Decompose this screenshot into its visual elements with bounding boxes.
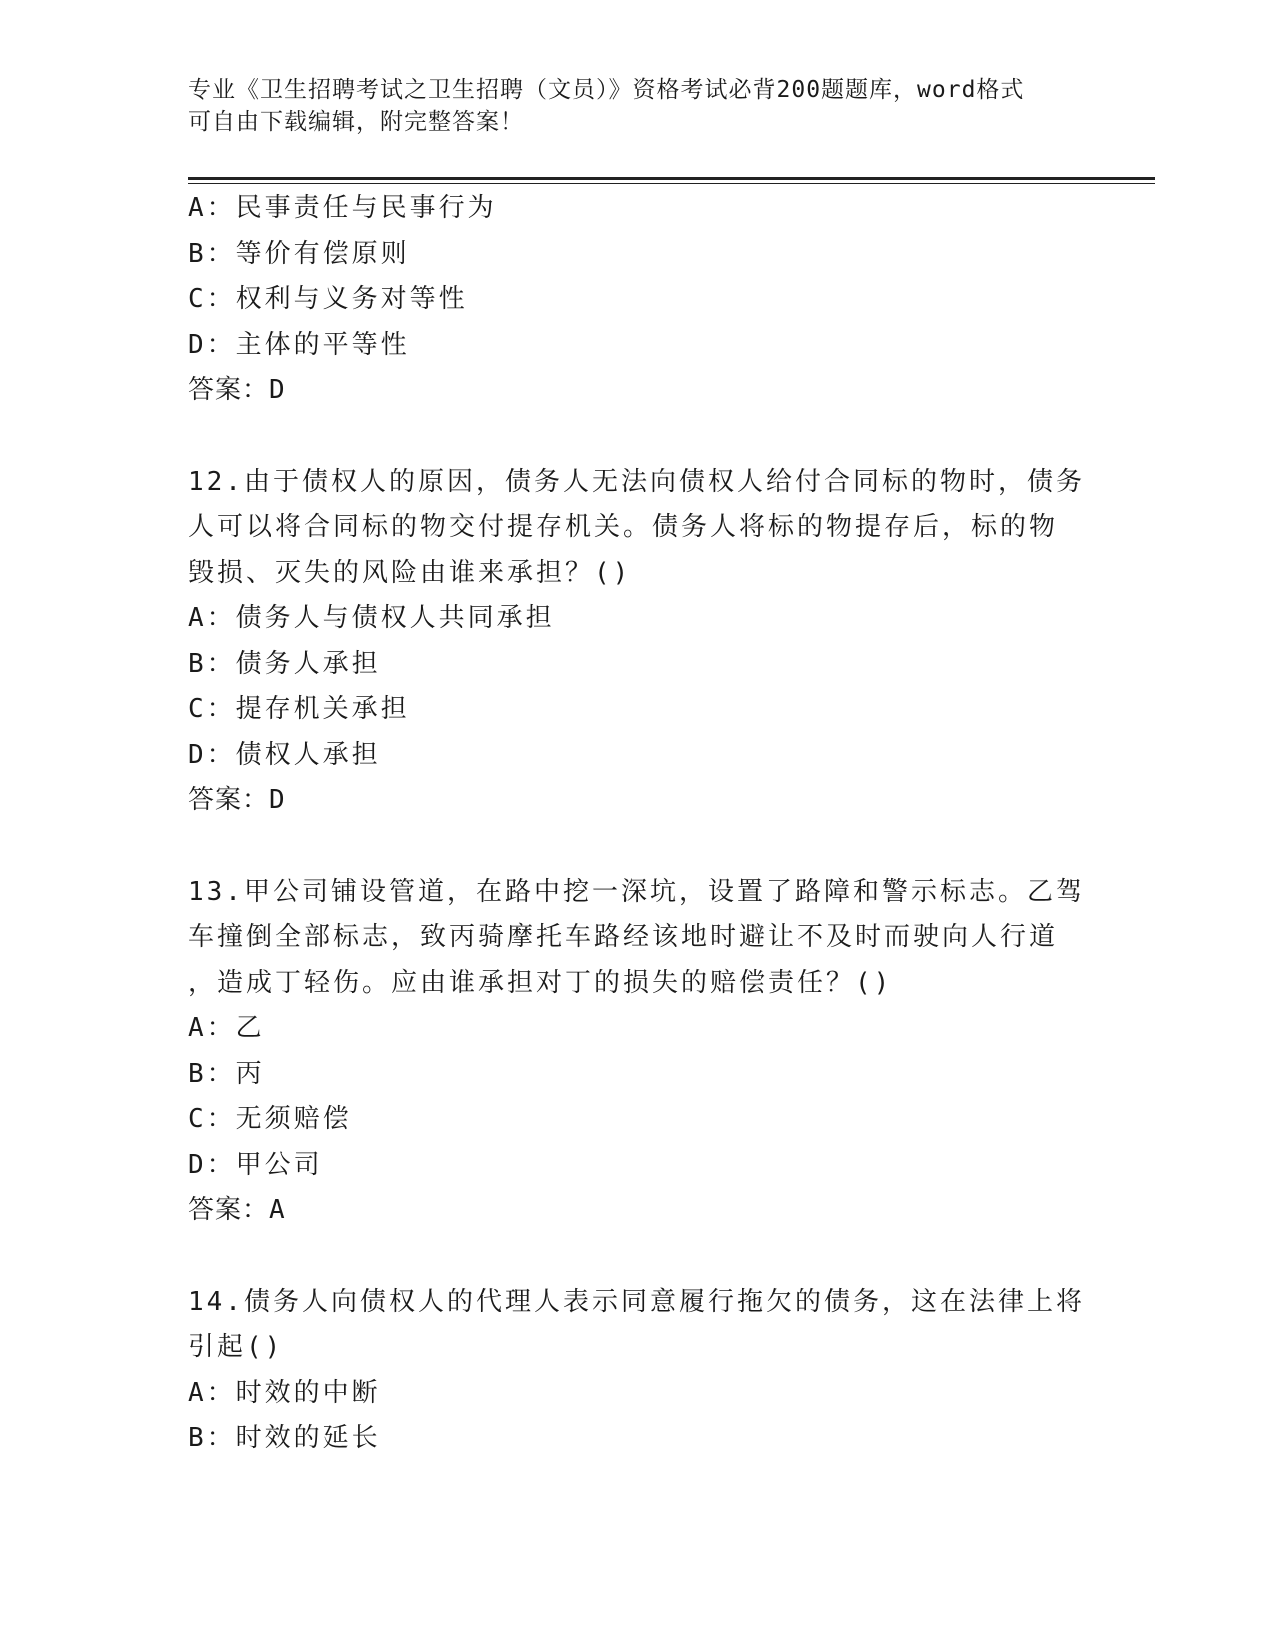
option-c: C：权利与义务对等性 [188,284,468,314]
option-b: B：丙 [188,1058,265,1089]
answer-line: 答案：D [188,375,286,405]
question-14 [188,1280,1088,1462]
option-d: D：甲公司 [188,1149,323,1180]
spacer [188,414,1088,460]
option-b: B：债务人承担 [188,648,381,679]
question-13 [188,870,1088,1234]
question-content [188,186,1088,1462]
question-text-line: 14.债务人向债权人的代理人表示同意履行拖欠的债务，这在法律上将 [188,1286,1085,1317]
question-text-line: 人可以将合同标的物交付提存机关。债务人将标的物提存后，标的物 [188,512,1059,542]
header-divider-thin [188,183,1155,184]
document-header [188,74,1088,138]
option-a: A：乙 [188,1013,265,1043]
option-a: A：民事责任与民事行为 [188,193,497,223]
option-a: A：时效的中断 [188,1377,381,1408]
header-line-1: 专业《卫生招聘考试之卫生招聘（文员）》资格考试必背200题题库，word格式 [188,77,1025,103]
header-line-2: 可自由下载编辑，附完整答案！ [188,109,524,135]
question-text-line: 毁损、灭失的风险由谁来承担？() [188,557,632,588]
answer-line: 答案：A [188,1195,286,1225]
question-text-line: 13.甲公司铺设管道，在路中挖一深坑，设置了路障和警示标志。乙驾 [188,876,1085,907]
answer-line: 答案：D [188,785,286,815]
option-c: C：提存机关承担 [188,694,410,724]
spacer [188,824,1088,870]
question-text-line: 12.由于债权人的原因，债务人无法向债权人给付合同标的物时，债务 [188,466,1085,497]
question-text-line: 车撞倒全部标志，致丙骑摩托车路经该地时避让不及时而驶向人行道 [188,922,1059,952]
option-c: C：无须赔偿 [188,1104,352,1134]
question-11-tail [188,186,1088,414]
option-d: D：债权人承担 [188,739,381,770]
option-a: A：债务人与债权人共同承担 [188,603,555,633]
question-text-line: ，造成丁轻伤。应由谁承担对丁的损失的赔偿责任？() [188,967,893,998]
question-text-line: 引起() [188,1332,284,1362]
option-b: B：时效的延长 [188,1423,381,1453]
spacer [188,1234,1088,1280]
option-b: B：等价有偿原则 [188,238,410,269]
option-d: D：主体的平等性 [188,329,410,360]
question-12 [188,460,1088,824]
header-divider-thick [188,177,1155,180]
